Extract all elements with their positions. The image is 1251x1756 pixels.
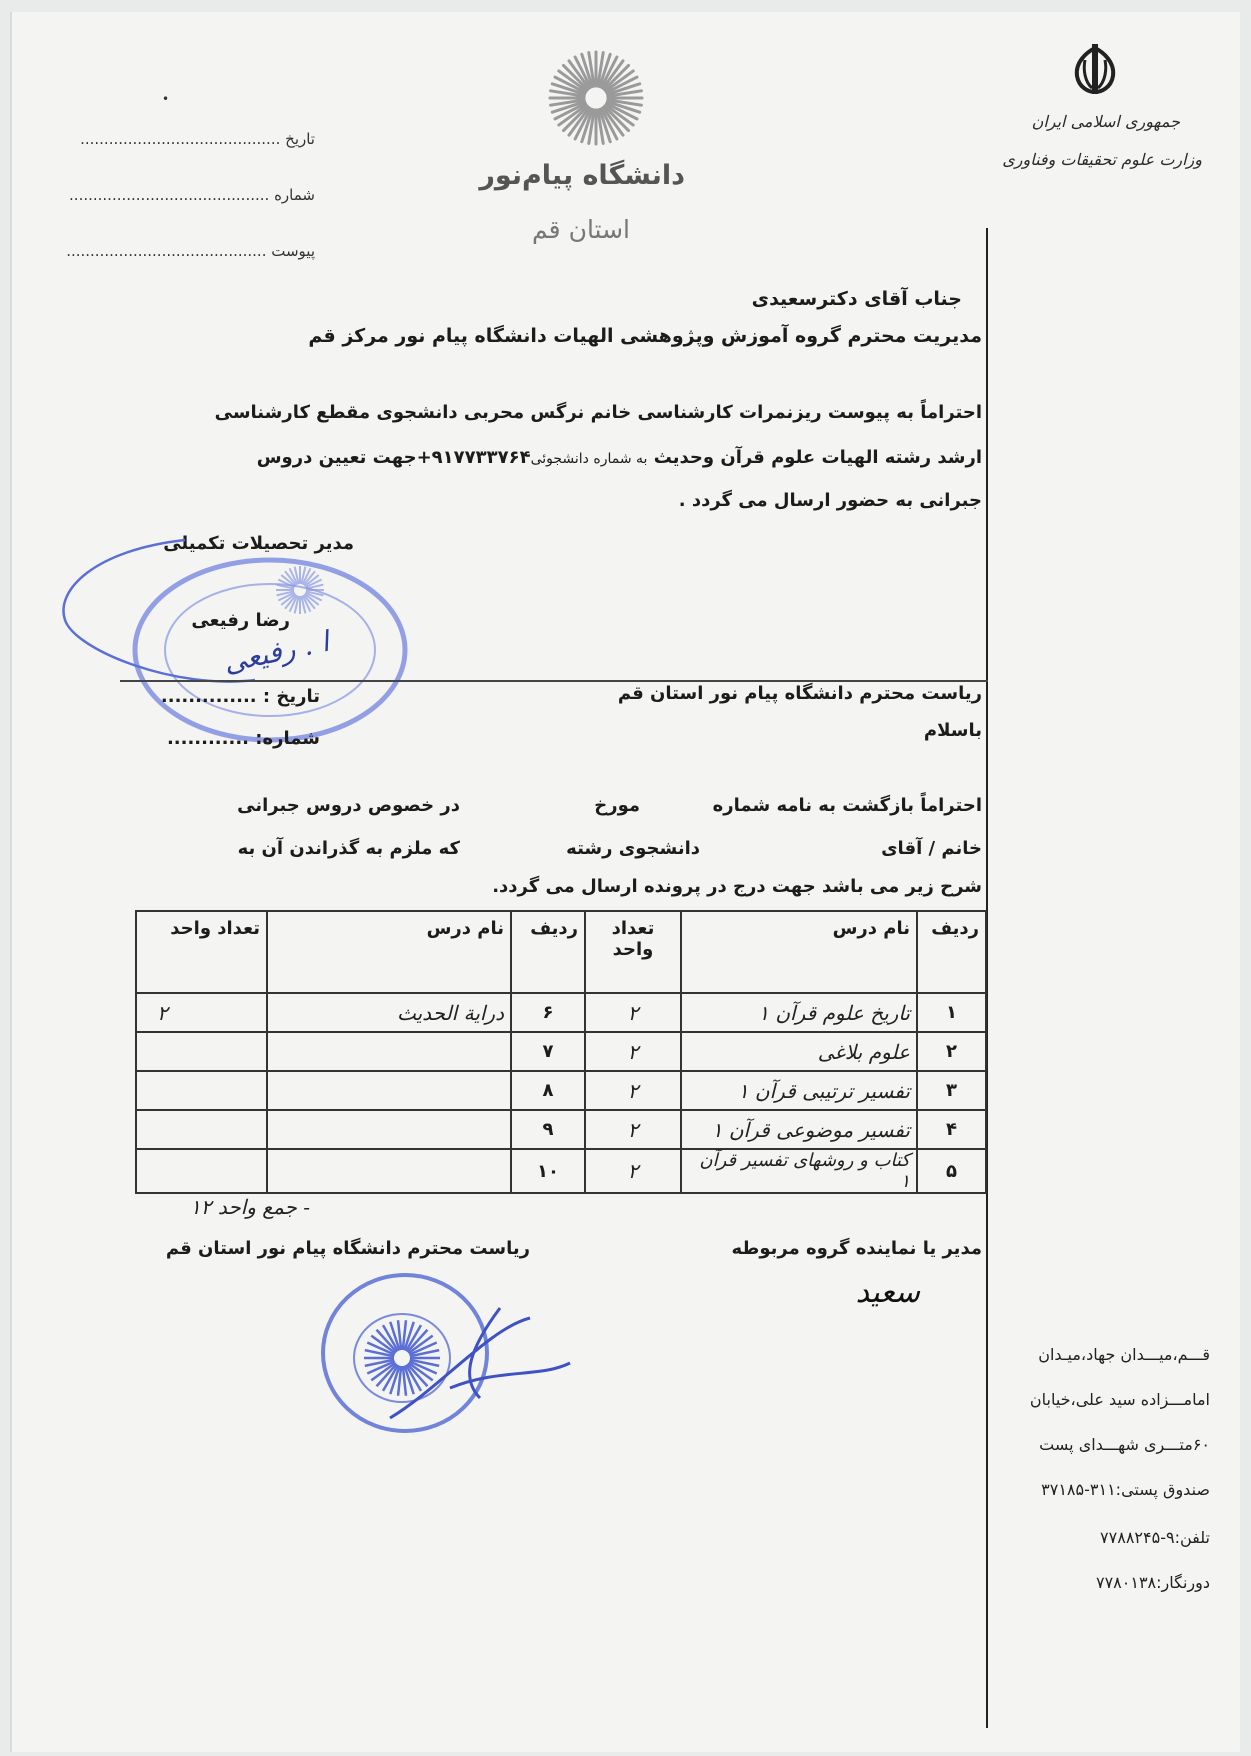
letter2-line2-a: خانم / آقای [881, 838, 982, 859]
row-number: ۹ [511, 1110, 585, 1149]
row-number: ۷ [511, 1032, 585, 1071]
university-stamp-1-icon [55, 530, 445, 760]
row-number: ۴ [917, 1110, 986, 1149]
letter2-line2-c: که ملزم به گذراندن آن به [237, 838, 460, 859]
letter2-line2-b: دانشجوی رشته [566, 838, 700, 859]
table-row [136, 1110, 986, 1149]
course-units: ۲ [136, 993, 267, 1032]
table-row [136, 1071, 986, 1110]
course-units: ۲ [585, 1071, 681, 1110]
date-field: تاریخ .......................................... [80, 130, 315, 148]
signer-title: مدیر تحصیلات تکمیلی [163, 533, 354, 554]
course-name: درایة الحدیث [267, 993, 511, 1032]
row-number: ۳ [917, 1071, 986, 1110]
letter2-line1-b: مورخ [594, 795, 640, 816]
letter2-line1-c: در خصوص دروس جبرانی [237, 795, 460, 816]
attachment-field: پیوست .......................................... [66, 242, 315, 260]
table-row [136, 1032, 986, 1071]
university-stamp-2-icon [310, 1268, 590, 1448]
letter2-greeting: باسلام [923, 720, 982, 741]
letter1-recipient: مدیریت محترم گروه آموزش وپژوهشی الهیات دانشگاه پیام نور مرکز قم [308, 325, 982, 347]
course-name: تفسیر موضوعی قرآن ۱ [681, 1110, 917, 1149]
course-name [267, 1110, 511, 1149]
course-name [267, 1071, 511, 1110]
course-units: ۲ [585, 1149, 681, 1193]
col-units-header: تعداد واحد [585, 911, 681, 993]
course-units [136, 1149, 267, 1193]
address-line-2: امامـــزاده سید علی،خیابان [1029, 1390, 1210, 1409]
course-units: ۲ [585, 1032, 681, 1071]
course-name: تفسیر ترتیبی قرآن ۱ [681, 1071, 917, 1110]
course-name: علوم بلاغی [681, 1032, 917, 1071]
course-units: ۲ [585, 993, 681, 1032]
row-number: ۲ [917, 1032, 986, 1071]
address-line-1: قـــم،میـــدان جهاد،میـدان [1038, 1345, 1210, 1364]
dept-signer-title: مدیر یا نماینده گروه مربوطه [731, 1238, 982, 1259]
total-units-note: - جمع واحد ۱۲ [190, 1195, 310, 1219]
signature-1: ا . رفیعی [220, 624, 332, 680]
address-line-3: ۶۰متـــری شهـــدای پست [1039, 1435, 1210, 1454]
course-units [136, 1110, 267, 1149]
col-row-header: ردیف [917, 911, 986, 993]
country-name: جمهوری اسلامی ایران [1031, 112, 1180, 131]
dept-signature: سعید [855, 1275, 920, 1310]
course-name: تاریخ علوم قرآن ۱ [681, 993, 917, 1032]
iran-emblem-icon [1065, 42, 1125, 97]
row-number: ۸ [511, 1071, 585, 1110]
signer-name: رضا رفیعی [191, 610, 290, 631]
letter1-body-line2: ارشد رشته الهیات علوم قرآن وحدیث به شماره دانشجوئی۹۱۷۷۳۳۷۶۴+جهت تعیین دروس [256, 447, 982, 468]
table-row [136, 993, 986, 1032]
row-number: ۱ [917, 993, 986, 1032]
small-mark: • [162, 92, 170, 106]
col-units-header-2: تعداد واحد [136, 911, 267, 993]
letter2-line1-a: احتراماً بازگشت به نامه شماره [712, 795, 982, 816]
course-units: ۲ [585, 1110, 681, 1149]
col-course-header: نام درس [681, 911, 917, 993]
course-name [267, 1149, 511, 1193]
course-name [267, 1032, 511, 1071]
po-box: صندوق پستی:۳۱۱-۳۷۱۸۵ [1041, 1480, 1210, 1499]
col-course-header-2: نام درس [267, 911, 511, 993]
payame-noor-logo-icon [540, 48, 652, 148]
col-row-header-2: ردیف [511, 911, 585, 993]
phone: تلفن:۹-۷۷۸۸۲۴۵ [1100, 1528, 1210, 1547]
letter2-date-field: تاریخ : .............. [160, 686, 320, 707]
row-number: ۱۰ [511, 1149, 585, 1193]
letter1-body-line3: جبرانی به حضور ارسال می گردد . [678, 490, 982, 511]
row-number: ۶ [511, 993, 585, 1032]
row-number: ۵ [917, 1149, 986, 1193]
salutation: جناب آقای دکترسعیدی [751, 288, 962, 310]
province-name: استان قم [532, 215, 630, 244]
course-units [136, 1032, 267, 1071]
letter1-body-line1: احتراماً به پیوست ریزنمرات کارشناسی خانم نرگس محربی دانشجوی مقطع کارشناسی [214, 402, 982, 423]
president-title: ریاست محترم دانشگاه پیام نور استان قم [165, 1238, 530, 1259]
university-name: دانشگاه پیام‌نور [479, 160, 685, 191]
fax: دورنگار:۷۷۸۰۱۳۸ [1095, 1573, 1210, 1592]
course-name: کتاب و روشهای تفسیر قرآن ۱ [681, 1149, 917, 1193]
course-units [136, 1071, 267, 1110]
section-divider [120, 680, 988, 682]
ministry-name: وزارت علوم تحقیقات وفناوری [1002, 150, 1202, 169]
letter2-line3: شرح زیر می باشد جهت درج در پرونده ارسال می گردد. [492, 876, 982, 897]
letter2-number-field: شماره: ............ [166, 728, 320, 749]
number-field: شماره .......................................... [69, 186, 315, 204]
table-row [136, 1149, 986, 1193]
courses-table [135, 910, 987, 1194]
letter2-recipient: ریاست محترم دانشگاه پیام نور استان قم [617, 683, 982, 704]
